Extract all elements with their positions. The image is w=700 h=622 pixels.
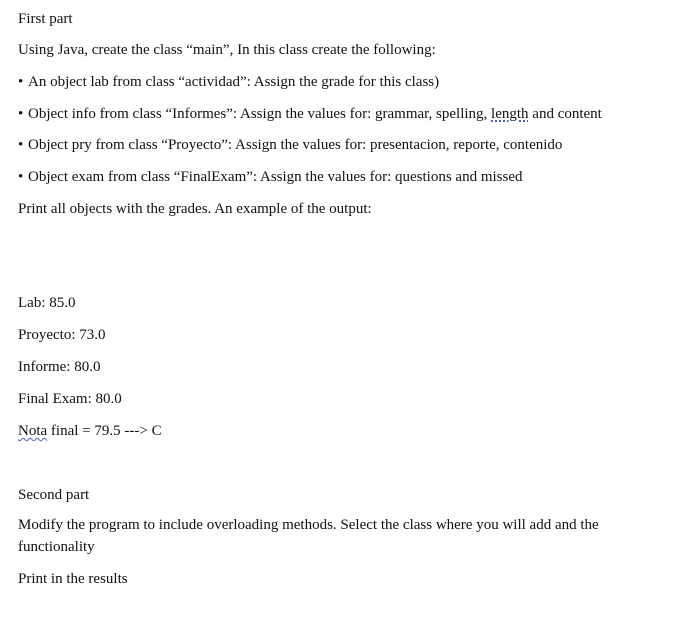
second-part-heading: Second part (18, 487, 90, 503)
spellcheck-marked-word: Nota (18, 423, 48, 439)
bullet-text: An object lab from class “actividad”: Assign the grade for this class) (28, 74, 440, 90)
bullet-symbol: • (18, 106, 24, 122)
output-final-exam: Final Exam: 80.0 (18, 391, 122, 407)
output-nota-final (18, 422, 162, 440)
bullet-symbol: • (18, 137, 24, 153)
bullet-symbol: • (18, 74, 24, 90)
bullet-text: Object pry from class “Proyecto”: Assign the values for: presentacion, reporte, contenido (28, 137, 563, 153)
output-proyecto: Proyecto: 73.0 (18, 327, 106, 343)
nota-final-value: final = 79.5 ---> C (50, 423, 162, 439)
output-lab: Lab: 85.0 (18, 295, 76, 311)
bullet-text (28, 105, 602, 123)
bullet-text-start: Object info from class “Informes”: Assign the values for: grammar, spelling, (28, 106, 488, 122)
bullet-text-end: and content (532, 106, 602, 122)
output-informe: Informe: 80.0 (18, 359, 101, 375)
first-part-heading: First part (18, 11, 73, 27)
bullet-symbol: • (18, 169, 24, 185)
print-results: Print in the results (18, 571, 128, 587)
second-part-instruction: Modify the program to include overloading methods. Select the class where you will add and the functionality (18, 517, 599, 555)
first-part-intro: Using Java, create the class “main”, In this class create the following: (18, 42, 436, 58)
grammar-marked-word: length (491, 106, 529, 122)
bullet-text: Object exam from class “FinalExam”: Assign the values for: questions and missed (28, 169, 523, 185)
print-instruction: Print all objects with the grades. An example of the output: (18, 201, 372, 217)
